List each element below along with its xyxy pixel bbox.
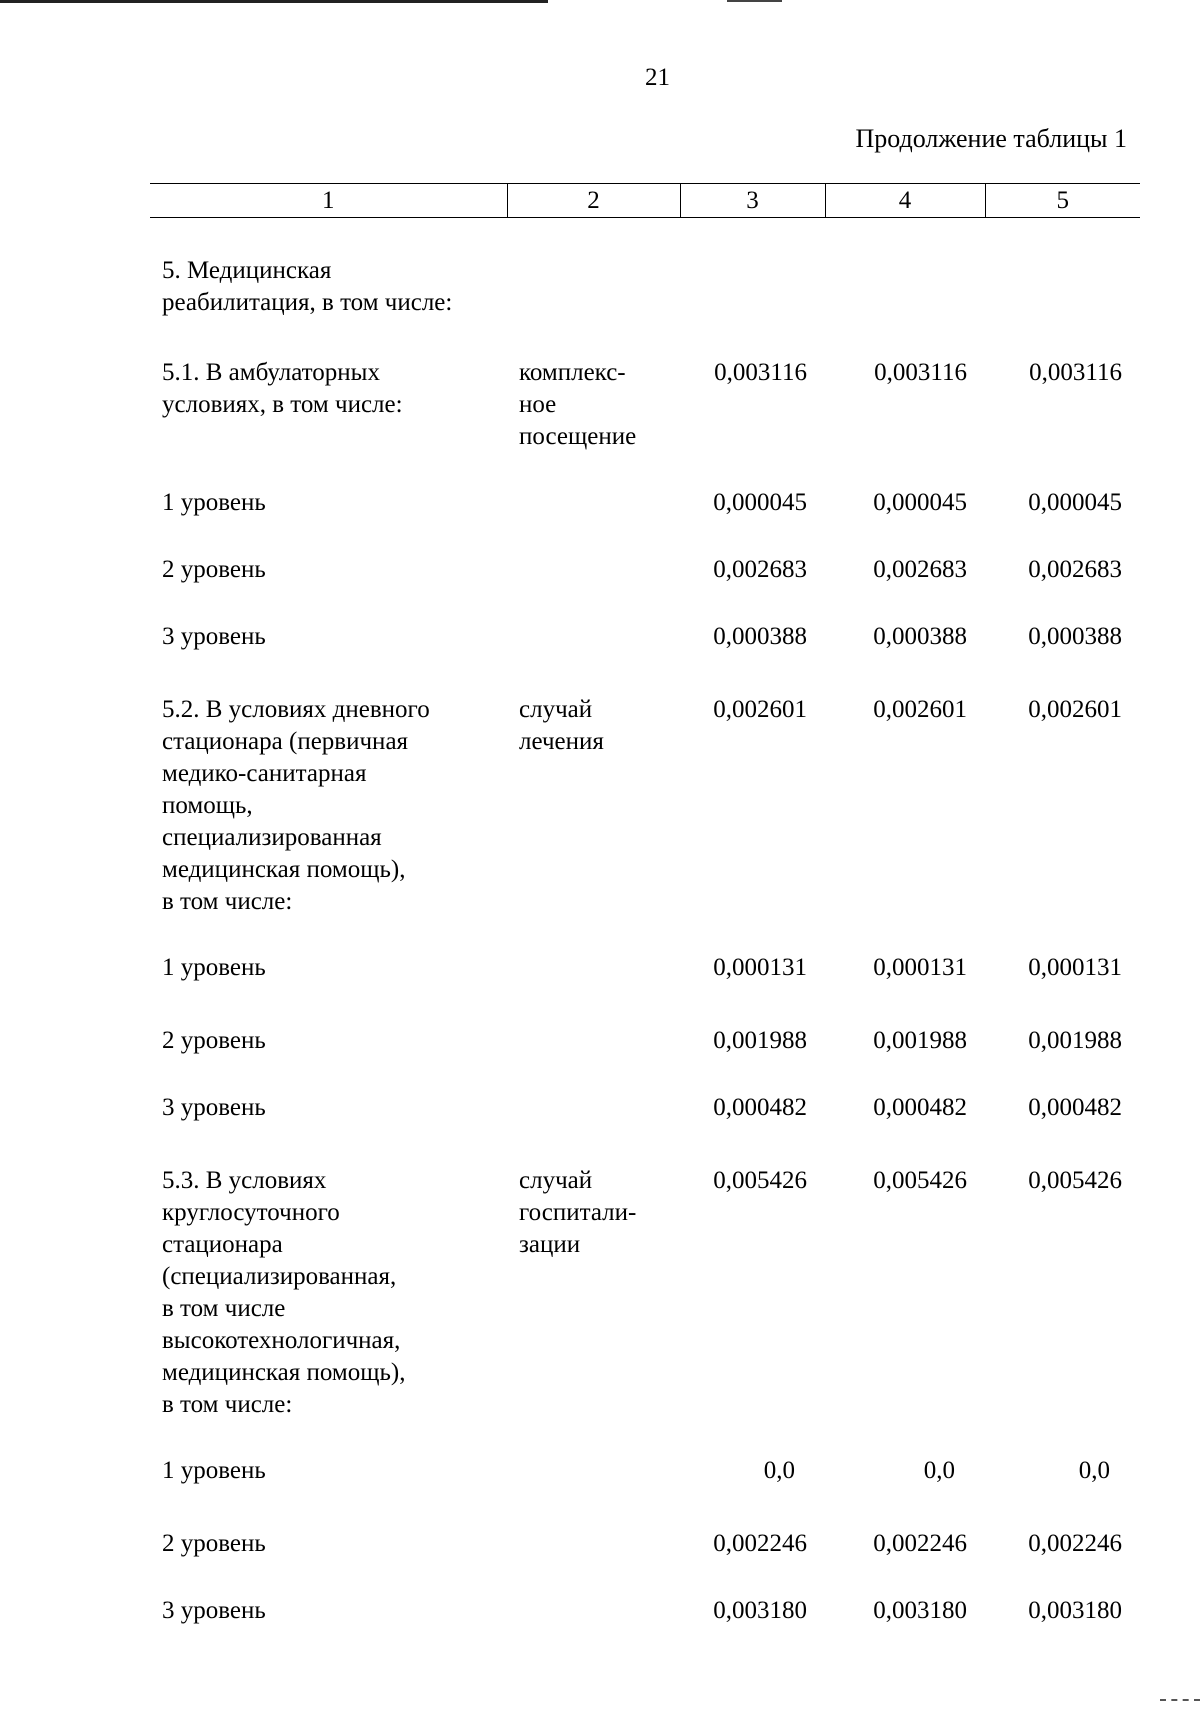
row-unit (507, 1585, 680, 1652)
row-value-col5: 0,000045 (1028, 489, 1122, 516)
row-value-col4: 0,003180 (873, 1597, 967, 1624)
row-value-col3 (680, 218, 825, 342)
row-value-col3: 0,000482 (713, 1094, 807, 1121)
row-unit: комплекс- ное посещение (519, 359, 637, 450)
continuation-label: Продолжение таблицы 1 (855, 124, 1127, 153)
row-value-col3: 0,005426 (713, 1167, 807, 1194)
column-header-3: 3 (680, 184, 825, 218)
column-number-row (150, 184, 1140, 218)
row-value-col5 (985, 218, 1140, 342)
table-row (150, 611, 1140, 678)
row-value-col5: 0,005426 (1028, 1167, 1122, 1194)
row-value-col5: 0,000131 (1028, 954, 1122, 981)
row-value-col4: 0,005426 (873, 1167, 967, 1194)
row-value-col3: 0,002601 (713, 696, 807, 723)
row-value-col5: 0,003116 (1029, 359, 1122, 386)
column-header-4: 4 (825, 184, 985, 218)
table-row (150, 1445, 1140, 1518)
row-label: 2 уровень (162, 1027, 266, 1054)
row-value-col4: 0,001988 (873, 1027, 967, 1054)
row-value-col3: 0,002683 (713, 556, 807, 583)
row-unit (507, 1518, 680, 1585)
row-label: 2 уровень (162, 556, 266, 583)
table-row (150, 341, 1140, 477)
row-value-col5: 0,000482 (1028, 1094, 1122, 1121)
row-label: 1 уровень (162, 1457, 266, 1484)
row-label: 5. Медицинская реабилитация, в том числе: (162, 257, 453, 316)
row-label: 5.3. В условиях круглосуточного стационара (специализированная, в том числе высокотехнологичная, медицинская помощь), в том числе: (162, 1167, 406, 1418)
row-unit (507, 942, 680, 1015)
table-row (150, 1585, 1140, 1652)
column-header-5: 5 (985, 184, 1140, 218)
row-value-col5: 0,001988 (1028, 1027, 1122, 1054)
row-value-col3: 0,000045 (713, 489, 807, 516)
row-value-col4: 0,002246 (873, 1530, 967, 1557)
row-value-col5: 0,002601 (1028, 696, 1122, 723)
row-value-col5: 0,002683 (1028, 556, 1122, 583)
row-value-col3: 0,002246 (713, 1530, 807, 1557)
row-value-col3: 0,000131 (713, 954, 807, 981)
table-body (150, 218, 1140, 1653)
row-value-col3: 0,001988 (713, 1027, 807, 1054)
row-label: 3 уровень (162, 1094, 266, 1121)
row-label: 5.1. В амбулаторных условиях, в том числе: (162, 359, 403, 418)
row-unit (507, 1445, 680, 1518)
column-header-2: 2 (507, 184, 680, 218)
row-label: 1 уровень (162, 489, 266, 516)
row-value-col4: 0,002601 (873, 696, 967, 723)
row-label: 3 уровень (162, 1597, 266, 1624)
row-value-col3: 0,003180 (713, 1597, 807, 1624)
row-value-col4 (825, 218, 985, 342)
row-value-col5: 0,002246 (1028, 1530, 1122, 1557)
table-row (150, 1082, 1140, 1149)
table-row (150, 1015, 1140, 1082)
row-label: 2 уровень (162, 1530, 266, 1557)
row-value-col4: 0,0 (923, 1457, 955, 1484)
table-row (150, 1149, 1140, 1445)
row-unit (507, 611, 680, 678)
table-row (150, 1518, 1140, 1585)
table-row (150, 477, 1140, 544)
row-label: 5.2. В условиях дневного стационара (первичная медико-санитарная помощь, специализированная медицинская помощь), в том числе: (162, 696, 430, 915)
table-row (150, 218, 1140, 342)
row-value-col4: 0,000131 (873, 954, 967, 981)
table-row (150, 544, 1140, 611)
table-header (150, 184, 1140, 218)
row-value-col3: 0,000388 (713, 623, 807, 650)
column-header-1: 1 (150, 184, 507, 218)
row-value-col4: 0,000482 (873, 1094, 967, 1121)
row-label: 1 уровень (162, 954, 266, 981)
row-unit (507, 477, 680, 544)
table-row (150, 942, 1140, 1015)
row-value-col4: 0,000045 (873, 489, 967, 516)
row-value-col3: 0,0 (763, 1457, 795, 1484)
indicator-table (150, 183, 1140, 1652)
row-unit (507, 1082, 680, 1149)
row-value-col4: 0,000388 (873, 623, 967, 650)
row-label: 3 уровень (162, 623, 266, 650)
page-number: 21 (645, 64, 670, 91)
row-value-col4: 0,003116 (874, 359, 967, 386)
row-unit (507, 1015, 680, 1082)
row-value-col4: 0,002683 (873, 556, 967, 583)
row-unit: случай лечения (519, 696, 604, 755)
row-value-col5: 0,000388 (1028, 623, 1122, 650)
scan-top-rule-fragment (727, 0, 782, 2)
scan-top-rule (0, 0, 548, 3)
row-unit (507, 544, 680, 611)
row-value-col5: 0,0 (1078, 1457, 1110, 1484)
row-value-col3: 0,003116 (714, 359, 807, 386)
table-row (150, 678, 1140, 942)
row-unit: случай госпитали- зации (519, 1167, 637, 1258)
row-value-col5: 0,003180 (1028, 1597, 1122, 1624)
scan-edge-mark (1160, 1699, 1200, 1704)
